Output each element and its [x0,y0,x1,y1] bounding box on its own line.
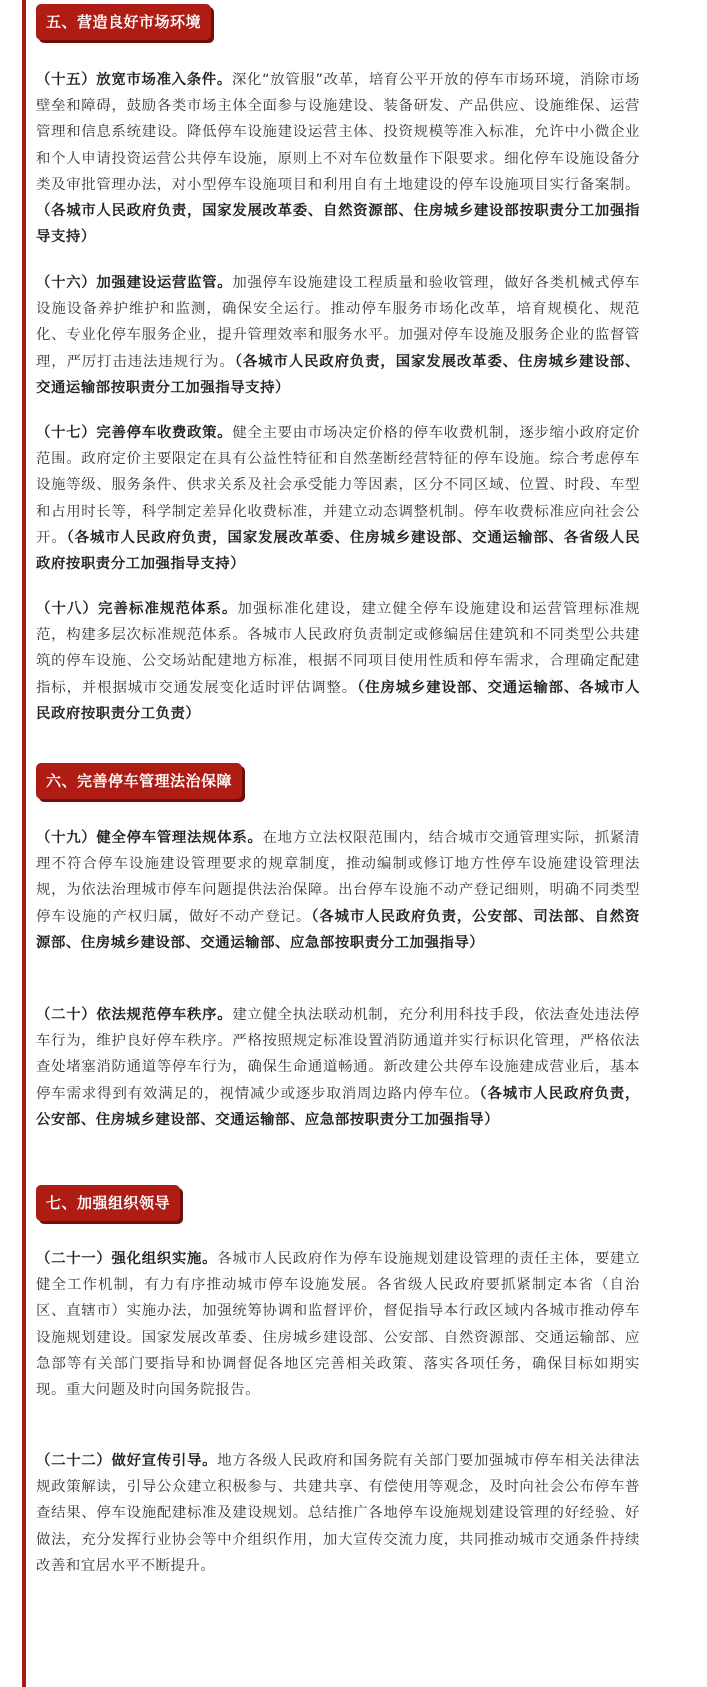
paragraph-responsibility: （各城市人民政府负责，国家发展改革委、住房城乡建设部、交通运输部按职责分工加强指导支持） [36,353,640,396]
paragraph-17 [36,420,640,577]
section-heading-5 [36,4,211,40]
paragraph-title: （二十一）强化组织实施。 [36,1251,218,1267]
paragraph-15 [36,67,640,250]
paragraph-body: 加强标准化建设，建立健全停车设施建设和运营管理标准规范，构建多层次标准规范体系。各城市人民政府负责制定或修编居住建筑和不同类型公共建筑的停车设施、公交场站配建地方标准，根据不同项目使用性质和停车需求，合理确定配建指标，并根据城市交通发展变化适时评估调整。 [36,601,640,696]
paragraph-22 [36,1448,640,1579]
paragraph-responsibility: （住房城乡建设部、交通运输部、各城市人民政府按职责分工负责） [36,679,640,722]
paragraph-title: （十五）放宽市场准入条件。 [36,72,232,88]
paragraph-20 [36,1002,640,1133]
paragraph-body: 在地方立法权限范围内，结合城市交通管理实际，抓紧清理不符合停车设施建设管理要求的规章制度，推动编制或修订地方性停车设施建设管理法规，为依法治理城市停车问题提供法治保障。出台停车设施不动产登记细则，明确不同类型停车设施的产权归属，做好不动产登记。 [36,830,640,925]
paragraph-title: （十七）完善停车收费政策。 [36,425,233,441]
section-heading-label: 六、完善停车管理法治保障 [36,763,242,799]
section-heading-6 [36,763,242,799]
paragraph-body: 建立健全执法联动机制，充分利用科技手段，依法查处违法停车行为，维护良好停车秩序。严格按照规定标准设置消防通道并实行标识化管理，严格依法查处堵塞消防通道等停车行为，确保生命通道畅通。新改建公共停车设施建成营业后，基本停车需求得到有效满足的，视情减少或逐步取消周边路内停车位。 [36,1007,640,1102]
paragraph-title: （十八）完善标准规范体系。 [36,601,238,617]
paragraph-body: 地方各级人民政府和国务院有关部门要加强城市停车相关法律法规政策解读，引导公众建立积极参与、共建共享、有偿使用等观念，及时向社会公布停车普查结果、停车设施配建标准及建设规划。总结推广各地停车设施规划建设管理的好经验、好做法，充分发挥行业协会等中介组织作用，加大宣传交流力度，共同推动城市交通条件持续改善和宜居水平不断提升。 [36,1453,640,1574]
paragraph-responsibility: （各城市人民政府负责，公安部、司法部、自然资源部、住房城乡建设部、交通运输部、应急部按职责分工加强指导） [36,908,641,951]
paragraph-21 [36,1246,640,1403]
paragraph-title: （二十）依法规范停车秩序。 [36,1007,233,1023]
paragraph-18 [36,596,640,727]
section-heading-label: 七、加强组织领导 [36,1185,180,1221]
left-accent-rule [22,0,26,1687]
paragraph-responsibility: （各城市人民政府负责，公安部、住房城乡建设部、交通运输部、应急部按职责分工加强指导） [36,1085,641,1128]
paragraph-body: 加强停车设施建设工程质量和验收管理，做好各类机械式停车设施设备养护维护和监测，确保安全运行。推动停车服务市场化改革，培育规模化、规范化、专业化停车服务企业，提升管理效率和服务水平。加强对停车设施及服务企业的监督管理，严厉打击违法违规行为。 [36,275,640,370]
paragraph-body: 深化“放管服”改革，培育公平开放的停车市场环境，消除市场壁垒和障碍，鼓励各类市场主体全面参与设施建设、装备研发、产品供应、设施维保、运营管理和信息系统建设。降低停车设施建设运营主体、投资规模等准入标准，允许中小微企业和个人申请投资运营公共停车设施，原则上不对车位数量作下限要求。细化停车设施设备分类及审批管理办法，对小型停车设施项目和利用自有土地建设的停车设施项目实行备案制。 [36,72,640,193]
paragraph-title: （十九）健全停车管理法规体系。 [36,830,263,846]
paragraph-16 [36,270,640,401]
paragraph-title: （二十二）做好宣传引导。 [36,1453,218,1469]
paragraph-body: 各城市人民政府作为停车设施规划建设管理的责任主体，要建立健全工作机制，有力有序推动城市停车设施发展。各省级人民政府要抓紧制定本省（自治区、直辖市）实施办法，加强统筹协调和监督评价，督促指导本行政区域内各城市推动停车设施规划建设。国家发展改革委、住房城乡建设部、公安部、自然资源部、交通运输部、应急部等有关部门要指导和协调督促各地区完善相关政策、落实各项任务，确保目标如期实现。重大问题及时向国务院报告。 [36,1251,640,1399]
paragraph-body: 健全主要由市场决定价格的停车收费机制，逐步缩小政府定价范围。政府定价主要限定在具有公益性特征和自然垄断经营特征的停车设施。综合考虑停车设施等级、服务条件、供求关系及社会承受能力等因素，区分不同区域、位置、时段、车型和占用时长等，科学制定差异化收费标准，并建立动态调整机制。停车收费标准应向社会公开。 [36,425,640,546]
section-heading-label: 五、营造良好市场环境 [36,4,211,40]
paragraph-title: （十六）加强建设运营监管。 [36,275,233,291]
paragraph-responsibility: （各城市人民政府负责，国家发展改革委、自然资源部、住房城乡建设部按职责分工加强指导支持） [36,203,640,246]
section-heading-7 [36,1185,180,1221]
paragraph-19 [36,825,640,956]
paragraph-responsibility: （各城市人民政府负责，国家发展改革委、住房城乡建设部、交通运输部、各省级人民政府按职责分工加强指导支持） [36,529,640,573]
